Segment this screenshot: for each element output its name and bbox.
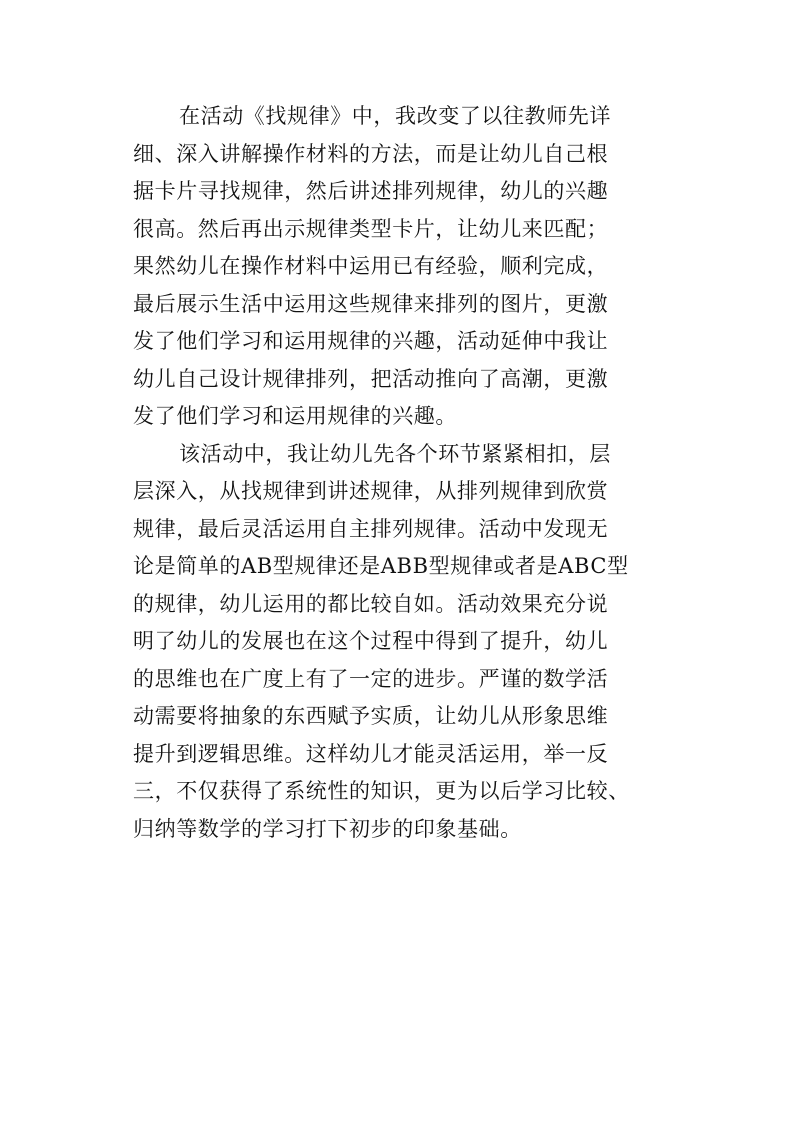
paragraph-line: 细、深入讲解操作材料的方法，而是让幼儿自己根 — [133, 141, 609, 166]
paragraph-line: 发了他们学习和运用规律的兴趣，活动延伸中我让 — [133, 329, 609, 353]
paragraph-line: 发了他们学习和运用规律的兴趣。 — [133, 404, 457, 428]
paragraph-line: 幼儿自己设计规律排列，把活动推向了高潮，更激 — [133, 366, 609, 391]
paragraph-line: 该活动中，我让幼儿先各个环节紧紧相扣，层 — [179, 441, 611, 466]
paragraph-1 — [133, 98, 673, 436]
paragraph-line: 规律，最后灵活运用自主排列规律。活动中发现无 — [133, 516, 609, 541]
paragraph-line: 明了幼儿的发展也在这个过程中得到了提升，幼儿 — [133, 629, 609, 653]
paragraph-line: 三，不仅获得了系统性的知识，更为以后学习比较、 — [133, 779, 630, 803]
paragraph-line: 据卡片寻找规律，然后讲述排列规律，幼儿的兴趣 — [133, 179, 609, 203]
paragraph-line: 动需要将抽象的东西赋予实质，让幼儿从形象思维 — [133, 704, 609, 728]
paragraph-line: 归纳等数学的学习打下初步的印象基础。 — [133, 816, 522, 841]
paragraph-line: 果然幼儿在操作材料中运用已有经验，顺利完成， — [133, 254, 609, 278]
document-body — [133, 98, 673, 848]
paragraph-line: 论是简单的AB型规律还是ABB型规律或者是ABC型 — [133, 554, 629, 578]
paragraph-line: 在活动《找规律》中，我改变了以往教师先详 — [179, 104, 611, 128]
paragraph-2 — [133, 436, 673, 849]
paragraph-line: 的规律，幼儿运用的都比较自如。活动效果充分说 — [133, 591, 609, 616]
paragraph-line: 的思维也在广度上有了一定的进步。严谨的数学活 — [133, 666, 609, 691]
paragraph-line: 很高。然后再出示规律类型卡片，让幼儿来匹配； — [133, 216, 609, 241]
paragraph-line: 层深入，从找规律到讲述规律，从排列规律到欣赏 — [133, 479, 609, 503]
paragraph-line: 最后展示生活中运用这些规律来排列的图片，更激 — [133, 291, 609, 316]
paragraph-line: 提升到逻辑思维。这样幼儿才能灵活运用，举一反 — [133, 741, 609, 766]
